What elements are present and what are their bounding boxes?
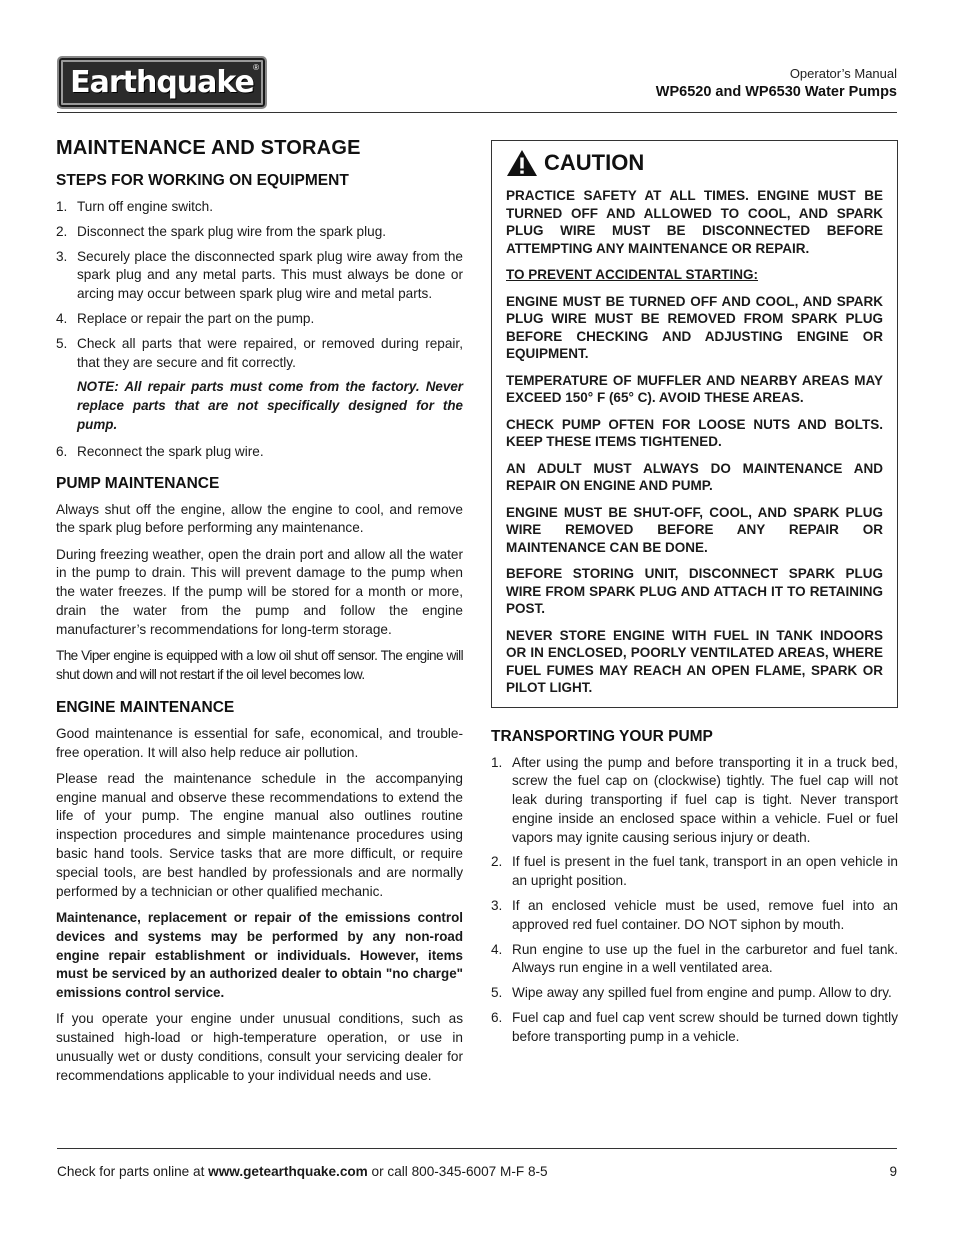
caution-paragraph: ENGINE MUST BE TURNED OFF AND COOL, AND SPARK PLUG WIRE MUST BE REMOVED FROM SPARK PLUG BEFORE CHECKING AND ADJUSTING ENGINE OR EQUIPMENT.	[506, 293, 883, 361]
page-number: 9	[889, 1164, 897, 1179]
earthquake-logo	[57, 56, 267, 109]
item-text: Check all parts that were repaired, or removed during repair, that they are secure and fit correctly.	[77, 335, 463, 370]
item-text: Turn off engine switch.	[77, 199, 214, 214]
manual-title: WP6520 and WP6530 Water Pumps	[655, 84, 897, 100]
paragraph: Good maintenance is essential for safe, economical, and trouble-free operation. It will also help reduce air pollution.	[56, 725, 463, 760]
item-text: Fuel cap and fuel cap vent screw should be turned down tightly before transporting pump in a vehicle.	[512, 1010, 898, 1044]
caution-paragraph: PRACTICE SAFETY AT ALL TIMES. ENGINE MUST BE TURNED OFF AND ALLOWED TO COOL, AND SPARK PLUG WIRE MUST BE DISCONNECTED BEFORE ATTEMPTING ANY MAINTENANCE OR REPAIR.	[506, 188, 883, 256]
caution-title: CAUTION	[544, 150, 645, 175]
paragraph: The Viper engine is equipped with a low oil shut off sensor. The engine will shut down and will not restart if the oil level becomes low.	[56, 648, 463, 682]
item-text: If fuel is present in the fuel tank, transport in an open vehicle in an upright position.	[512, 854, 898, 889]
item-number: 1.	[491, 754, 503, 770]
list-item	[56, 248, 463, 304]
caution-header	[506, 149, 883, 177]
item-number: 2.	[491, 854, 503, 870]
paragraph: During freezing weather, open the drain port and allow all the water in the pump to drain. This will prevent damage to the pump when the water freezes. If the pump will be stored for a month or more, drain the water from the pump and follow the engine manufacturer’s recommendations for long-term storage.	[56, 546, 463, 637]
transport-heading: TRANSPORTING YOUR PUMP	[491, 727, 713, 745]
list-item	[491, 754, 898, 848]
item-text: Disconnect the spark plug wire from the spark plug.	[77, 223, 387, 239]
item-number: 6.	[491, 1010, 503, 1026]
steps-heading: STEPS FOR WORKING ON EQUIPMENT	[56, 172, 349, 189]
engine-maintenance-heading: ENGINE MAINTENANCE	[56, 698, 235, 716]
left-column	[56, 134, 463, 1093]
item-number: 3.	[491, 898, 503, 914]
paragraph: If you operate your engine under unusual conditions, such as sustained high-load or high-temperature operation, or use in unusually wet or dusty conditions, consult your servicing dealer for recommendations applicable to your individual needs and use.	[56, 1011, 463, 1083]
page-footer	[57, 1164, 897, 1179]
pump-maintenance-heading: PUMP MAINTENANCE	[56, 474, 220, 492]
item-number: 1.	[56, 199, 68, 214]
item-number: 5.	[56, 335, 68, 351]
steps-list-continued	[56, 443, 463, 462]
footer-divider	[57, 1148, 897, 1149]
right-column	[491, 134, 898, 1053]
item-number: 5.	[491, 985, 503, 1001]
transport-list	[491, 754, 898, 1047]
list-item	[56, 443, 463, 462]
caution-paragraph: NEVER STORE ENGINE WITH FUEL IN TANK INDOORS OR IN ENCLOSED, POORLY VENTILATED AREAS, WHERE FUEL FUMES MAY REACH AN OPEN FLAME, SPARK OR PILOT LIGHT.	[506, 627, 883, 695]
list-item	[491, 1009, 898, 1047]
website-link[interactable]: www.getearthquake.com	[208, 1164, 368, 1179]
list-item	[56, 223, 463, 242]
item-number: 4.	[56, 310, 68, 326]
list-item	[56, 310, 463, 329]
document-header	[656, 66, 897, 100]
item-text: Securely place the disconnected spark plug wire away from the spark plug and any metal parts. This must always be done or arcing may occur between spark plug wire and metal parts.	[77, 248, 463, 302]
list-item	[491, 897, 898, 935]
manual-subtitle: Operator’s Manual	[789, 66, 897, 81]
item-text: After using the pump and before transporting it in a truck bed, screw the fuel cap on (clockwise) tightly. The fuel cap will not leak during transporting if fuel cap is tight. Never transport engine inside an enclosed space within a vehicle. Fuel or fuel vapors may ignite causing serious injury or death.	[512, 754, 898, 845]
item-text: Reconnect the spark plug wire.	[77, 443, 264, 459]
caution-paragraph: CHECK PUMP OFTEN FOR LOOSE NUTS AND BOLTS. KEEP THESE ITEMS TIGHTENED.	[506, 416, 883, 449]
caution-paragraph: AN ADULT MUST ALWAYS DO MAINTENANCE AND REPAIR ON ENGINE AND PUMP.	[506, 460, 883, 493]
paragraph: Always shut off the engine, allow the engine to cool, and remove the spark plug before performing any maintenance.	[56, 501, 463, 536]
caution-paragraph: BEFORE STORING UNIT, DISCONNECT SPARK PLUG WIRE FROM SPARK PLUG AND ATTACH IT TO RETAINING POST.	[506, 566, 883, 616]
item-text: Wipe away any spilled fuel from engine and pump. Allow to dry.	[512, 985, 892, 1001]
list-item	[56, 335, 463, 373]
item-number: 4.	[491, 941, 503, 957]
emissions-paragraph: Maintenance, replacement or repair of the emissions control devices and systems may be performed by any non-road engine repair establishment or individuals. However, items must be serviced by an authorized dealer to obtain "no charge" emissions control service.	[56, 909, 463, 1001]
item-text: Replace or repair the part on the pump.	[77, 310, 315, 326]
item-number: 6.	[56, 443, 68, 459]
list-item	[56, 198, 463, 217]
footer-text: Check for parts online at	[57, 1164, 209, 1179]
item-number: 2.	[56, 223, 68, 239]
caution-subheading: TO PREVENT ACCIDENTAL STARTING:	[506, 267, 759, 282]
header-divider	[57, 112, 897, 113]
logo-registered-mark: ®	[253, 63, 259, 72]
caution-paragraph: ENGINE MUST BE SHUT-OFF, COOL, AND SPARK PLUG WIRE REMOVED BEFORE ANY REPAIR OR MAINTENANCE CAN BE DONE.	[506, 504, 883, 555]
footer-phone-text: or call 800-345-6007 M-F 8-5	[367, 1164, 548, 1179]
item-text: Run engine to use up the fuel in the carburetor and fuel tank. Always run engine in a well ventilated area.	[512, 941, 898, 976]
caution-paragraph: TEMPERATURE OF MUFFLER AND NEARBY AREAS MAY EXCEED 150° F (65° C). AVOID THESE AREAS.	[506, 372, 883, 405]
section-title: MAINTENANCE AND STORAGE	[56, 137, 361, 159]
repair-parts-note: NOTE: All repair parts must come from the factory. Never replace parts that are not specifically designed for the pump.	[77, 379, 463, 432]
list-item	[491, 941, 898, 979]
steps-list	[56, 198, 463, 372]
caution-box	[491, 140, 898, 708]
item-text: If an enclosed vehicle must be used, remove fuel into an approved red fuel container. DO NOT siphon by mouth.	[512, 898, 898, 932]
paragraph: Please read the maintenance schedule in the accompanying engine manual and observe these recommendations to extend the life of your pump. The engine manual also outlines routine inspection procedures and simple maintenance procedures using basic hand tools. Service tasks that are more difficult, or require special tools, are best handled by professionals and are normally performed by a technician or other qualified mechanic.	[56, 770, 463, 899]
warning-triangle-icon	[506, 149, 538, 177]
list-item	[491, 853, 898, 891]
list-item	[491, 984, 898, 1003]
item-number: 3.	[56, 248, 68, 264]
logo-text: Earthquake	[70, 65, 254, 100]
